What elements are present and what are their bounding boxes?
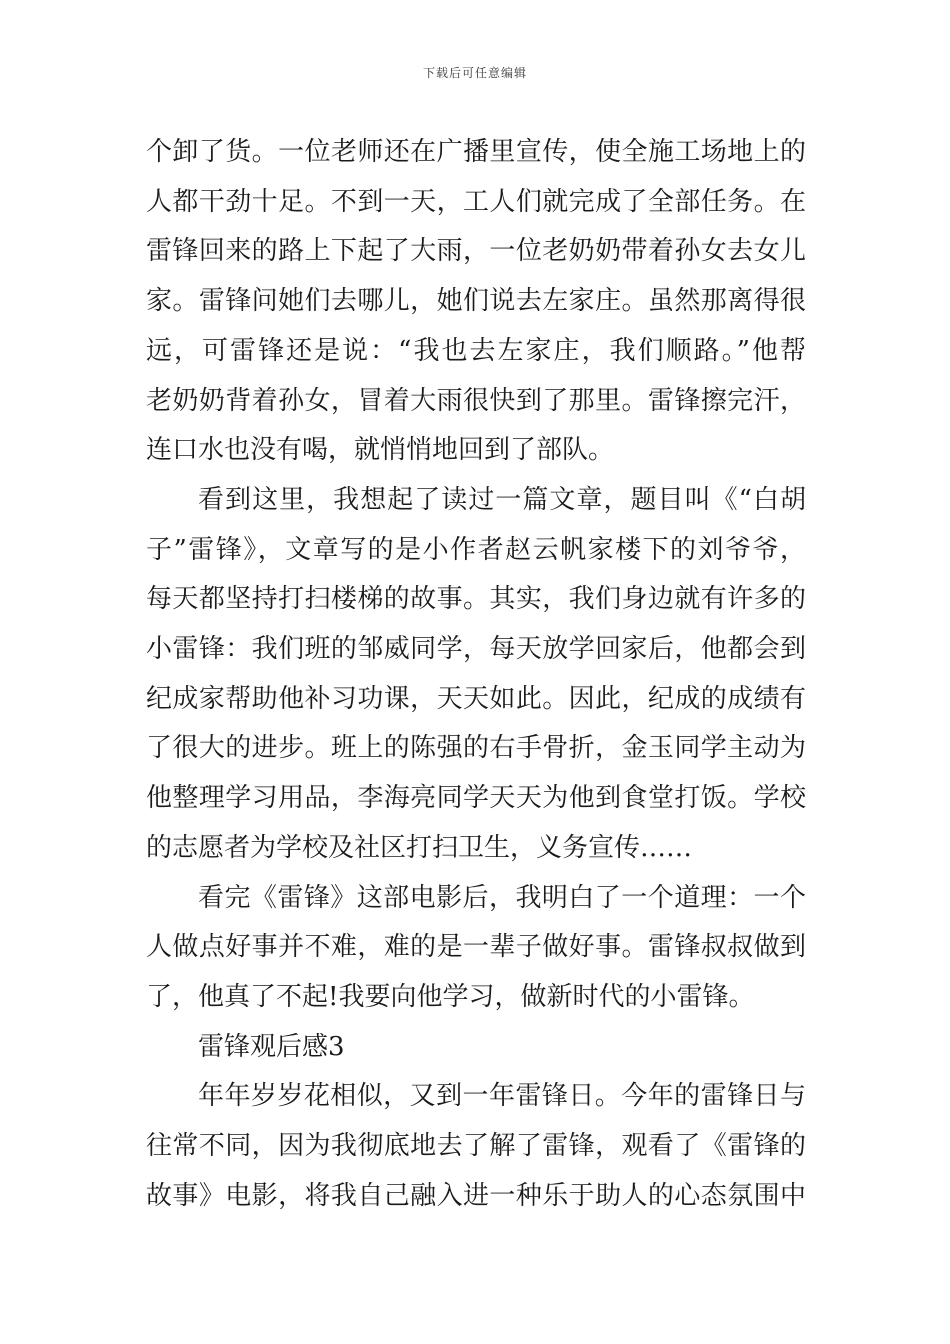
- text-line: 远，可雷锋还是说：“我也去左家庄，我们顺路。”他帮: [146, 335, 806, 366]
- text-line: 每天都坚持打扫楼梯的故事。其实，我们身边就有许多的: [146, 584, 806, 615]
- text-line: 人都干劲十足。不到一天，工人们就完成了全部任务。在: [146, 186, 806, 217]
- text-line: 的志愿者为学校及社区打扫卫生，义务宣传……: [146, 832, 693, 863]
- text-line: 了，他真了不起!我要向他学习，做新时代的小雷锋。: [146, 981, 755, 1012]
- heading-text: 雷锋观后感3: [198, 1031, 345, 1062]
- paragraph-3: [146, 874, 806, 1023]
- text-line: 家。雷锋问她们去哪儿，她们说去左家庄。虽然那离得很: [146, 286, 806, 317]
- text-line: 看到这里，我想起了读过一篇文章，题目叫《“白胡: [198, 484, 806, 515]
- text-line: 人做点好事并不难，难的是一辈子做好事。雷锋叔叔做到: [146, 932, 806, 963]
- paragraph-4: [146, 1072, 806, 1221]
- text-line: 他整理学习用品，李海亮同学天天为他到食堂打饭。学校: [146, 783, 806, 814]
- paragraph-1: [146, 128, 806, 476]
- text-line: 纪成家帮助他补习功课，天天如此。因此，纪成的成绩有: [146, 683, 806, 714]
- text-line: 了很大的进步。班上的陈强的右手骨折，金玉同学主动为: [146, 733, 806, 764]
- text-line: 年年岁岁花相似，又到一年雷锋日。今年的雷锋日与: [198, 1081, 806, 1112]
- paragraph-2: [146, 476, 806, 874]
- text-line: 往常不同，因为我彻底地去了解了雷锋，观看了《雷锋的: [146, 1131, 806, 1162]
- text-line: 老奶奶背着孙女，冒着大雨很快到了那里。雷锋擦完汗，: [146, 385, 806, 416]
- page-header: 下载后可任意编辑: [422, 66, 527, 80]
- text-line: 连口水也没有喝，就悄悄地回到了部队。: [146, 435, 615, 466]
- document-body: [146, 128, 806, 1221]
- text-line: 雷锋回来的路上下起了大雨，一位老奶奶带着孙女去女儿: [146, 236, 806, 267]
- text-line: 看完《雷锋》这部电影后，我明白了一个道理：一个: [198, 882, 806, 913]
- text-line: 子”雷锋》，文章写的是小作者赵云帆家楼下的刘爷爷，: [146, 534, 806, 565]
- text-line: 小雷锋：我们班的邹威同学，每天放学回家后，他都会到: [146, 634, 806, 665]
- text-line: 故事》电影，将我自己融入进一种乐于助人的心态氛围中: [146, 1180, 806, 1211]
- text-line: 个卸了货。一位老师还在广播里宣传，使全施工场地上的: [146, 137, 806, 167]
- section-heading: [146, 1023, 806, 1073]
